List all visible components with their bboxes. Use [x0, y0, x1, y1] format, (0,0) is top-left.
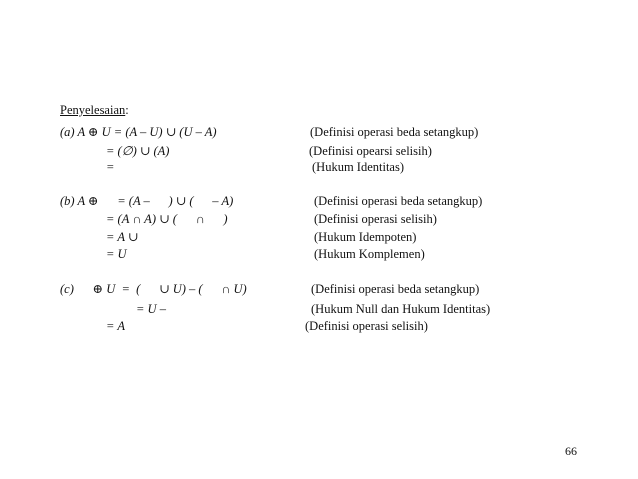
solution-heading	[60, 104, 129, 117]
line-a-left: (a) A ⊕ U = (A – U) ∪ (U – A)	[60, 125, 217, 139]
line-a2-left: = (∅) ∪ (A)	[106, 144, 170, 158]
line-b2-left: = (A ∩ A) ∪ ( ∩ )	[106, 212, 228, 226]
line-c2-right: (Hukum Null dan Hukum Identitas)	[311, 302, 491, 316]
heading-colon: :	[125, 103, 129, 117]
line-c-right: (Definisi operasi beda setangkup)	[311, 282, 480, 296]
line-b4-right: (Hukum Komplemen)	[314, 247, 425, 261]
line-c3-right: (Definisi operasi selisih)	[305, 319, 428, 333]
line-b3-left: = A ∪	[106, 230, 139, 244]
line-c2-left: = U –	[136, 302, 166, 316]
line-b2-right: (Definisi operasi selisih)	[314, 212, 437, 226]
line-b4-left: = U	[106, 247, 127, 261]
line-b-right: (Definisi operasi beda setangkup)	[314, 194, 483, 208]
page-number: 66	[565, 444, 577, 458]
line-a3-left: =	[106, 160, 115, 174]
line-b-left: (b) A ⊕ = (A – ) ∪ ( – A)	[60, 194, 234, 208]
line-a3-right: (Hukum Identitas)	[312, 160, 404, 174]
heading-label: Penyelesaian	[60, 103, 126, 117]
line-b3-right: (Hukum Idempoten)	[314, 230, 417, 244]
line-a2-right: (Definisi opearsi selisih)	[309, 144, 432, 158]
line-c-left: (c) ⊕ U = ( ∪ U) – ( ∩ U)	[60, 282, 247, 296]
line-a-right: (Definisi operasi beda setangkup)	[310, 125, 479, 139]
line-c3-left: = A	[106, 319, 125, 333]
